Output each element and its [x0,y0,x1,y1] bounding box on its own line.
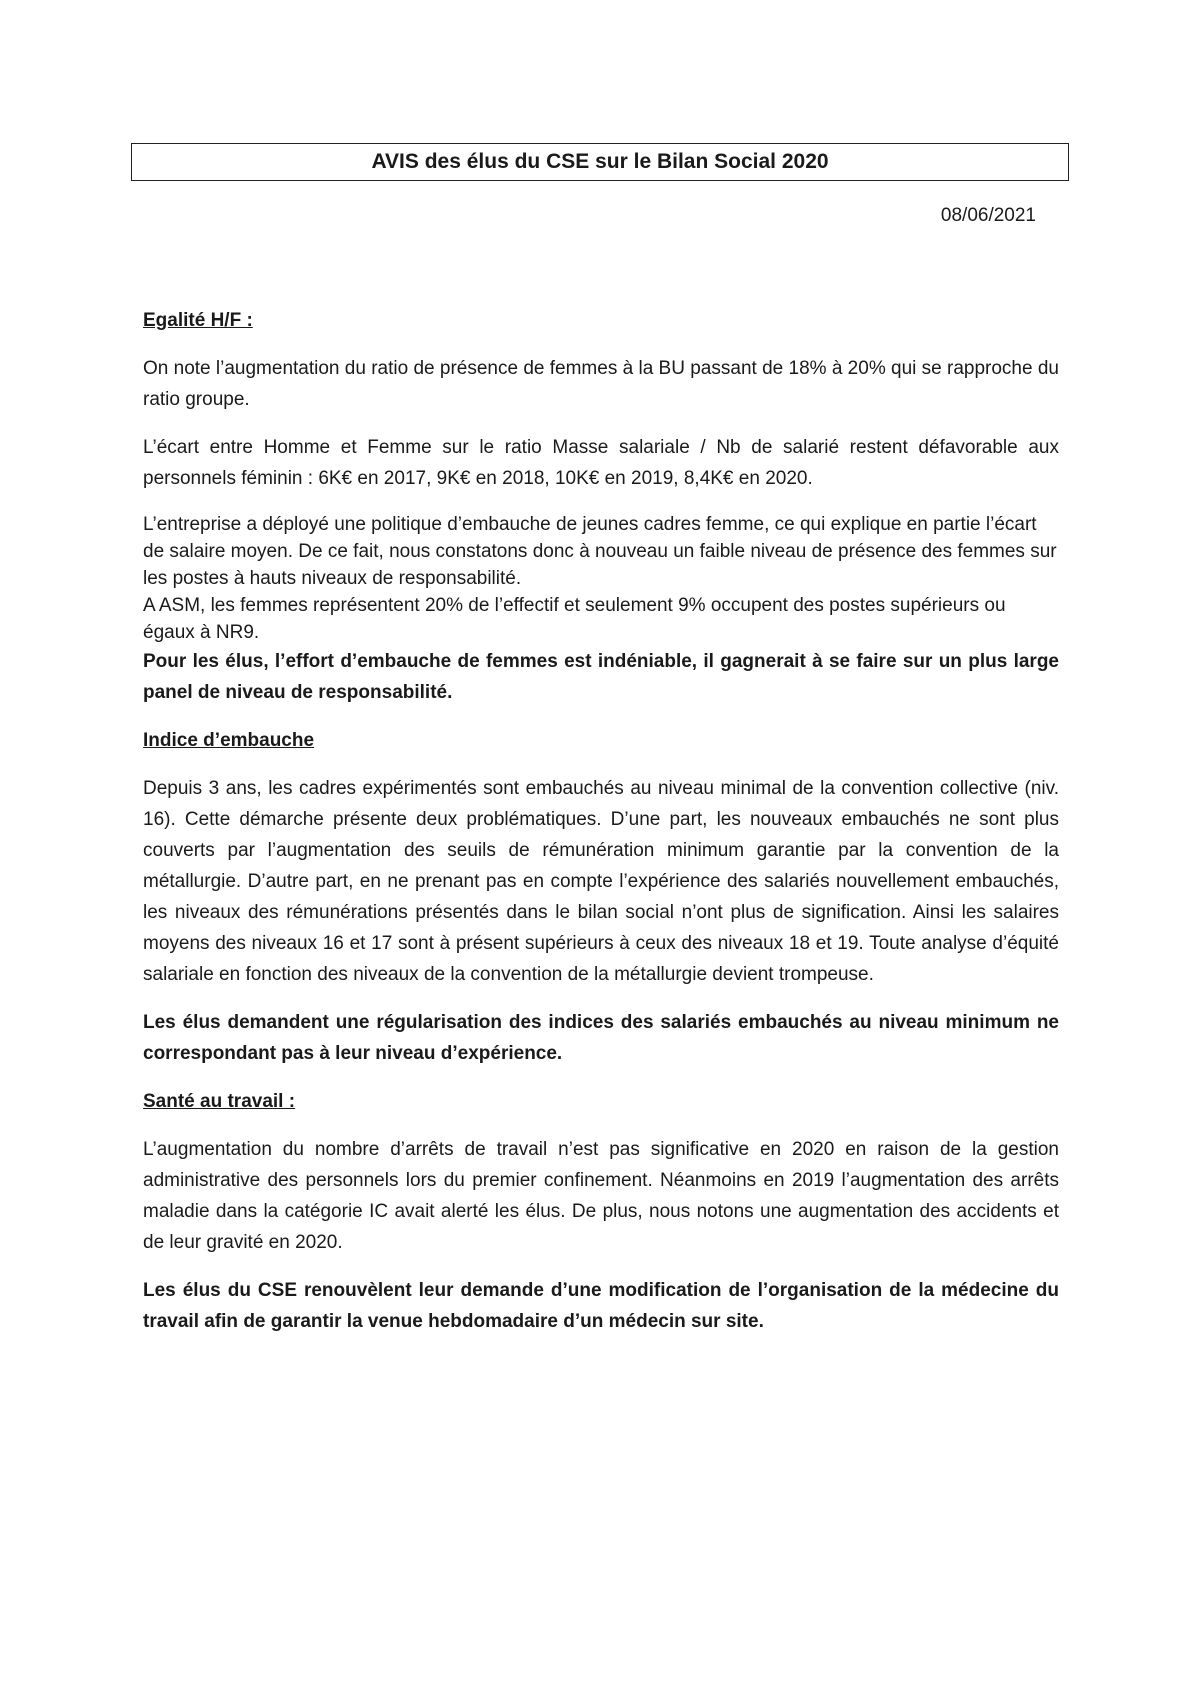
document-date: 08/06/2021 [940,205,1036,226]
section-heading: Egalité H/F : [143,310,253,331]
document-body [143,305,1059,1354]
paragraph: Depuis 3 ans, les cadres expérimentés sont embauchés au niveau minimal de la convention collective (niv. 16). Cette démarche présente deux problématiques. D’une part, les nouveaux embauchés ne sont plus couverts par l’augmentation des seuils de rémunération minimum garantie par la convention de la métallurgie. D’autre part, en ne prenant pas en compte l’expérience des salariés nouvellement embauchés, les niveaux des rémunérations présentés dans le bilan social n’ont plus de signification. Ainsi les salaires moyens des niveaux 16 et 17 sont à présent supérieurs à ceux des niveaux 18 et 19. Toute analyse d’équité salariale en fonction des niveaux de la convention de la métallurgie devient trompeuse. [143,778,1059,985]
paragraph: On note l’augmentation du ratio de présence de femmes à la BU passant de 18% à 20% qui se rapproche du ratio groupe. [143,358,1059,410]
section-egalite [143,305,1059,708]
section-heading: Santé au travail : [143,1091,296,1112]
section-sante [143,1086,1059,1337]
paragraph: L’écart entre Homme et Femme sur le ratio Masse salariale / Nb de salarié restent défavorable aux personnels féminin : 6K€ en 2017, 9K€ en 2018, 10K€ en 2019, 8,4K€ en 2020. [143,437,1059,489]
paragraph: L’entreprise a déployé une politique d’embauche de jeunes cadres femme, ce qui explique en partie l’écart de salaire moyen. De ce fait, nous constatons donc à nouveau un faible niveau de présence des femmes sur les postes à hauts niveaux de responsabilité. [143,514,1057,589]
section-heading: Indice d’embauche [143,730,315,751]
document-title: AVIS des élus du CSE sur le Bilan Social 2020 [131,143,1069,181]
section-indice [143,725,1059,1069]
paragraph: A ASM, les femmes représentent 20% de l’effectif et seulement 9% occupent des postes supérieurs ou égaux à NR9. [143,595,1006,643]
section-conclusion: Les élus du CSE renouvèlent leur demande d’une modification de l’organisation de la médecine du travail afin de garantir la venue hebdomadaire d’un médecin sur site. [143,1280,1059,1332]
paragraph: L’augmentation du nombre d’arrêts de travail n’est pas significative en 2020 en raison de la gestion administrative des personnels lors du premier confinement. Néanmoins en 2019 l’augmentation des arrêts maladie dans la catégorie IC avait alerté les élus. De plus, nous notons une augmentation des accidents et de leur gravité en 2020. [143,1139,1059,1253]
section-conclusion: Pour les élus, l’effort d’embauche de femmes est indéniable, il gagnerait à se faire sur un plus large panel de niveau de responsabilité. [143,651,1059,703]
section-conclusion: Les élus demandent une régularisation des indices des salariés embauchés au niveau minimum ne correspondant pas à leur niveau d’expérience. [143,1012,1059,1064]
